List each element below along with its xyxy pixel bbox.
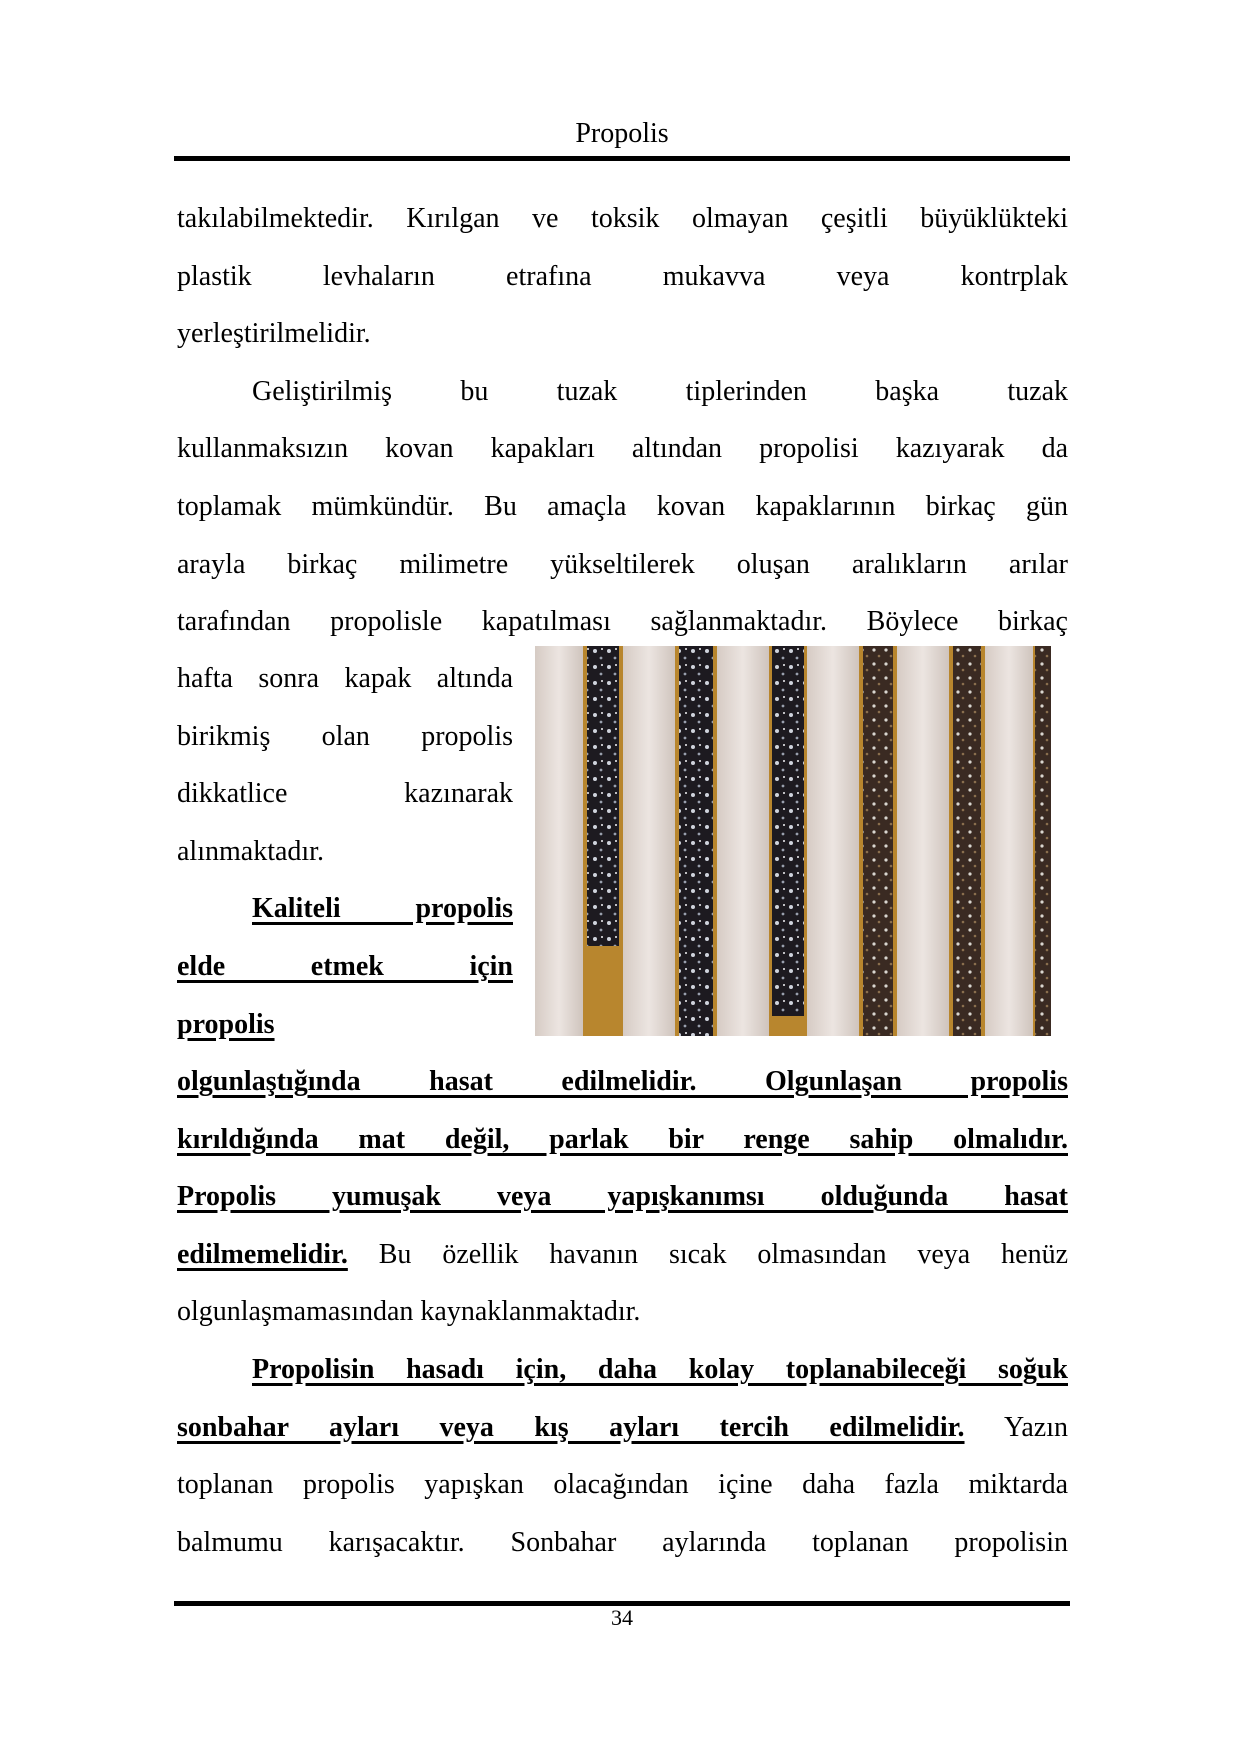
- text-run: Bu özellik havanın sıcak olmasından veya henüz: [347, 1238, 1068, 1270]
- strip: [807, 646, 859, 1036]
- resin-band: [772, 646, 804, 1016]
- text-line: tarafından propolisle kapatılması sağlanmaktadır. Böylece birkaç: [177, 606, 1068, 638]
- body-paragraphs-top: [177, 190, 1068, 651]
- bold-underlined-text: Propolisin hasadı için, daha kolay toplanabileceği soğuk: [252, 1353, 1068, 1385]
- emphasis-line: [177, 996, 513, 1054]
- emphasis-line: [177, 1111, 1068, 1169]
- bold-underlined-text: Kaliteli propolis: [252, 893, 513, 925]
- bold-underlined-text: Propolis yumuşak veya yapışkanımsı olduğunda hasat: [177, 1181, 1068, 1213]
- running-header-title: Propolis: [575, 118, 669, 149]
- emphasis-line: [177, 880, 513, 938]
- text-line: birikmiş olan propolis: [177, 720, 513, 752]
- text-line: toplanan propolis yapışkan olacağından içine daha fazla miktarda: [177, 1469, 1068, 1501]
- text-line: hafta sonra kapak altında: [177, 663, 513, 694]
- page-number: 34: [611, 1605, 633, 1630]
- text-line: takılabilmektedir. Kırılgan ve toksik olmayan çeşitli büyüklükteki: [177, 203, 1068, 234]
- strip: [985, 646, 1033, 1036]
- bold-underlined-text: sonbahar ayları veya kış ayları tercih edilmelidir.: [177, 1411, 965, 1443]
- resin-band: [953, 646, 981, 1036]
- text-wrapped-beside-figure: [177, 650, 513, 1053]
- bold-underlined-text: kırıldığında mat değil, parlak bir renge sahip olmalıdır.: [177, 1123, 1068, 1155]
- resin-band: [863, 646, 893, 1036]
- text-line: olgunlaşmamasından kaynaklanmaktadır.: [177, 1296, 641, 1328]
- emphasis-line: [177, 1341, 1068, 1399]
- bold-underlined-text: propolis: [177, 1008, 275, 1040]
- text-run: Yazın: [964, 1411, 1068, 1443]
- emphasis-line: [177, 1168, 1068, 1226]
- resin-band: [679, 646, 713, 1036]
- text-line: alınmaktadır.: [177, 835, 324, 867]
- resin-band: [587, 646, 619, 946]
- text-line: toplamak mümkündür. Bu amaçla kovan kapaklarının birkaç gün: [177, 490, 1068, 522]
- strip: [717, 646, 769, 1036]
- propolis-photo-illustration: [535, 646, 1051, 1036]
- text-line: arayla birkaç milimetre yükseltilerek oluşan aralıkların arılar: [177, 548, 1068, 580]
- bold-underlined-text: olgunlaştığında hasat edilmelidir. Olgunlaşan propolis: [177, 1066, 1068, 1097]
- body-paragraphs-bottom: [177, 1053, 1068, 1571]
- strip: [897, 646, 949, 1036]
- mixed-line: [177, 1399, 1068, 1457]
- text-line: yerleştirilmelidir.: [177, 318, 371, 350]
- propolis-trap-photo: [535, 646, 1051, 1036]
- text-line: dikkatlice kazınarak: [177, 778, 513, 810]
- text-line: kullanmaksızın kovan kapakları altından propolisi kazıyarak da: [177, 433, 1068, 465]
- resin-band: [1035, 646, 1051, 1036]
- text-line: plastik levhaların etrafına mukavva veya kontrplak: [177, 260, 1068, 292]
- mixed-line: [177, 1226, 1068, 1284]
- text-line: balmumu karışacaktır. Sonbahar aylarında toplanan propolisin: [177, 1526, 1068, 1558]
- emphasis-line: [177, 938, 513, 996]
- strip: [535, 646, 583, 1036]
- text-line: Geliştirilmiş bu tuzak tiplerinden başka tuzak: [252, 375, 1068, 407]
- bold-underlined-text: edilmemelidir.: [177, 1238, 348, 1270]
- emphasis-line: [177, 1053, 1068, 1111]
- strip: [623, 646, 675, 1036]
- header-rule: [174, 156, 1070, 161]
- bold-underlined-text: elde etmek için: [177, 950, 513, 982]
